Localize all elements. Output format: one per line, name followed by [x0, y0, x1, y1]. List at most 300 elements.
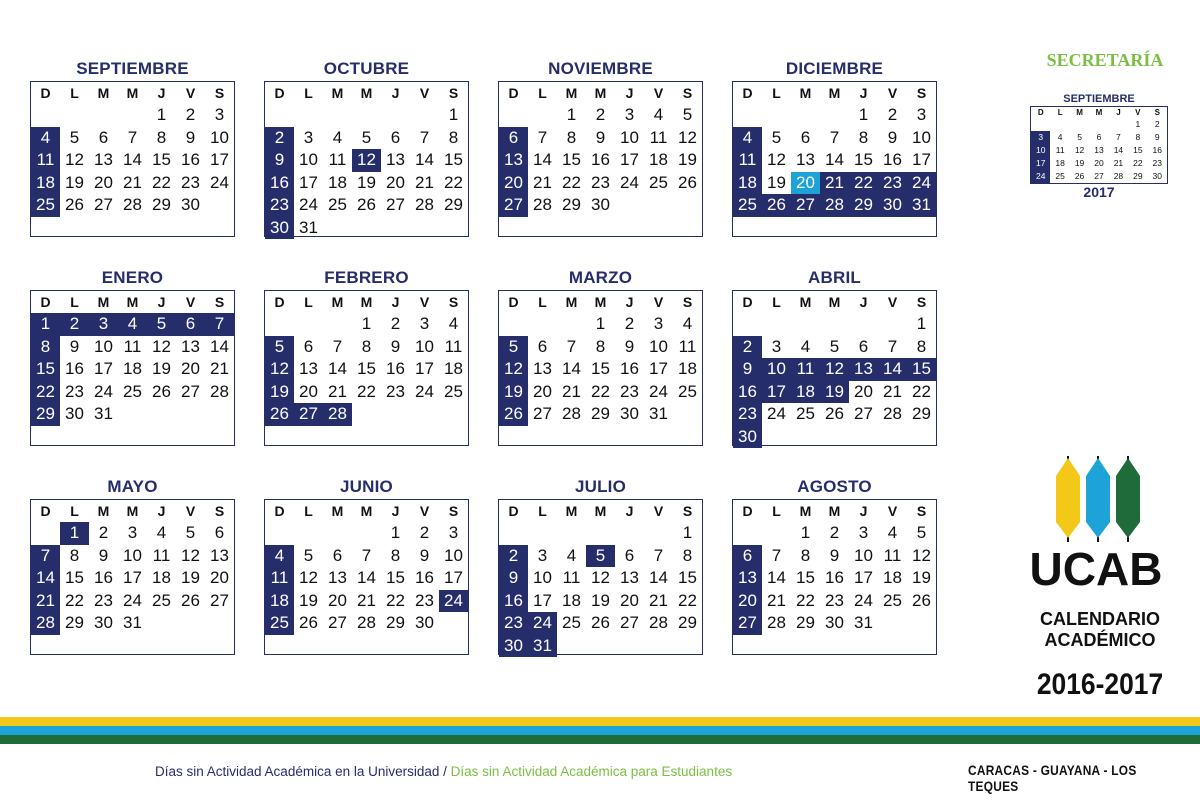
empty-cell: [791, 104, 820, 127]
weekday-header: S: [448, 294, 459, 310]
weekday-header: S: [448, 85, 459, 101]
mini-day-cell: 2: [1154, 119, 1160, 129]
weekday-header: M: [828, 85, 841, 101]
day-cell: 21: [820, 172, 849, 195]
campus-cities: CARACAS - GUAYANA - LOS TEQUES: [968, 762, 1137, 794]
day-cell: 19: [912, 568, 931, 587]
day-cell: 27: [499, 194, 528, 217]
day-cell: 14: [328, 359, 347, 378]
weekday-header: V: [887, 85, 898, 101]
day-cell: 13: [94, 150, 113, 169]
weekday-header: S: [682, 503, 693, 519]
empty-cell: [410, 104, 439, 127]
day-cell: 25: [796, 404, 815, 423]
month-box: [498, 81, 703, 237]
day-cell: 7: [419, 127, 430, 147]
month-box: [498, 499, 703, 655]
title-line-2: ACADÉMICO: [1044, 630, 1156, 650]
empty-cell: [878, 426, 907, 449]
weekday-header: V: [887, 294, 898, 310]
day-cell: 8: [682, 545, 693, 565]
day-cell: 19: [499, 381, 528, 404]
day-cell: 21: [415, 172, 434, 192]
mini-day-cell: 21: [1113, 158, 1124, 168]
day-cell: 30: [878, 194, 907, 217]
weekday-header: M: [565, 503, 578, 519]
day-cell: 22: [31, 381, 60, 404]
day-cell: 11: [265, 567, 294, 590]
mini-empty-cell: [1089, 118, 1108, 131]
day-cell: 6: [390, 127, 401, 147]
empty-cell: [410, 403, 439, 426]
legend: [155, 764, 732, 779]
day-cell: 27: [620, 613, 639, 632]
empty-cell: [439, 612, 468, 635]
weekday-header: D: [274, 503, 285, 519]
day-cell: 13: [533, 359, 552, 378]
month-box: [30, 290, 235, 446]
day-cell: 6: [303, 336, 314, 356]
weekday-header: M: [594, 503, 607, 519]
day-cell: 25: [678, 381, 697, 401]
day-cell: 28: [357, 613, 376, 632]
day-cell: 4: [887, 523, 898, 542]
weekday-header: M: [97, 294, 110, 310]
day-cell: 15: [65, 568, 84, 587]
empty-cell: [791, 313, 820, 336]
month-title: JULIO: [574, 477, 627, 496]
day-cell: 11: [328, 150, 347, 169]
weekday-header: M: [126, 294, 139, 310]
day-cell: 10: [533, 568, 552, 587]
day-cell: 21: [562, 381, 581, 401]
day-cell: 28: [883, 404, 902, 423]
day-cell: 31: [528, 635, 557, 658]
weekday-header: M: [126, 503, 139, 519]
weekday-header: M: [828, 503, 841, 519]
day-cell: 28: [649, 613, 668, 632]
day-cell: 16: [499, 590, 528, 613]
weekday-header: D: [274, 294, 285, 310]
day-cell: 29: [562, 195, 581, 214]
month-grid: [265, 500, 468, 635]
day-cell: 18: [562, 590, 581, 610]
day-cell: 12: [678, 127, 697, 147]
day-cell: 5: [586, 545, 615, 568]
day-cell: 23: [181, 172, 200, 192]
month-title: MARZO: [568, 268, 633, 287]
day-cell: 31: [649, 404, 668, 423]
empty-cell: [147, 403, 176, 426]
empty-cell: [762, 313, 791, 336]
day-cell: 26: [357, 195, 376, 214]
weekday-header: L: [70, 503, 79, 519]
day-cell: 6: [858, 336, 869, 356]
weekday-header: D: [40, 503, 51, 519]
stripe-yellow: [0, 717, 1200, 726]
legend-separator: /: [439, 764, 451, 779]
day-cell: 21: [123, 172, 142, 192]
day-cell: 15: [591, 359, 610, 378]
day-cell: 27: [791, 194, 820, 217]
day-cell: 30: [94, 613, 113, 632]
day-cell: 18: [649, 150, 668, 169]
day-cell: 20: [620, 590, 639, 610]
mini-day-cell: 7: [1116, 132, 1121, 142]
day-cell: 3: [303, 127, 314, 147]
weekday-header: M: [360, 294, 373, 310]
day-cell: 8: [69, 545, 80, 565]
day-cell: 25: [649, 172, 668, 192]
empty-cell: [381, 217, 410, 240]
month-grid: [31, 82, 234, 217]
month-box: [264, 290, 469, 446]
day-cell: 12: [152, 336, 171, 356]
mini-weekday-header: M: [1076, 108, 1083, 117]
weekday-header: V: [887, 503, 898, 519]
day-cell: 8: [858, 127, 869, 147]
day-cell: 24: [439, 590, 468, 613]
mini-day-cell: 5: [1077, 132, 1082, 142]
day-cell: 14: [649, 568, 668, 587]
day-cell: 22: [152, 172, 171, 192]
day-cell: 27: [533, 404, 552, 423]
day-cell: 16: [415, 568, 434, 587]
day-cell: 25: [328, 195, 347, 214]
mini-empty-cell: [1050, 118, 1069, 131]
day-cell: 24: [299, 195, 318, 214]
mini-day-cell: 29: [1133, 171, 1143, 181]
day-cell: 5: [361, 127, 372, 147]
month-grid: [499, 291, 702, 426]
day-cell: 24: [620, 172, 639, 192]
day-cell: 4: [800, 336, 811, 356]
day-cell: 17: [854, 568, 873, 587]
day-cell: 15: [444, 150, 463, 169]
weekday-header: J: [859, 503, 868, 519]
day-cell: 11: [678, 336, 697, 356]
month-title: ABRIL: [808, 268, 861, 287]
month-diciembre: [732, 57, 937, 237]
day-cell: 28: [31, 612, 60, 635]
day-cell: 1: [361, 314, 372, 333]
day-cell: 18: [31, 172, 60, 195]
weekday-header: V: [419, 503, 430, 519]
day-cell: 11: [123, 336, 142, 356]
month-grid: [733, 500, 936, 635]
day-cell: 4: [265, 545, 294, 568]
day-cell: 23: [825, 590, 844, 610]
day-cell: 20: [181, 359, 200, 378]
day-cell: 13: [386, 150, 405, 169]
day-cell: 8: [156, 127, 167, 147]
stripe-cyan: [0, 726, 1200, 735]
day-cell: 29: [796, 613, 815, 632]
empty-cell: [644, 522, 673, 545]
day-cell: 14: [415, 150, 434, 169]
day-cell: 20: [533, 381, 552, 401]
title-line-1: CALENDARIO: [1040, 609, 1160, 629]
day-cell: 29: [31, 403, 60, 426]
day-cell: 25: [31, 194, 60, 217]
day-cell: 11: [444, 336, 463, 356]
weekday-header: V: [419, 294, 430, 310]
weekday-header: L: [538, 294, 547, 310]
day-cell: 4: [156, 523, 167, 542]
weekday-header: M: [565, 294, 578, 310]
day-cell: 6: [733, 545, 762, 568]
day-cell: 15: [152, 150, 171, 169]
day-cell: 12: [912, 545, 931, 565]
day-cell: 21: [31, 590, 60, 613]
empty-cell: [323, 104, 352, 127]
day-cell: 10: [94, 336, 113, 356]
empty-cell: [528, 313, 557, 336]
weekday-header: L: [304, 503, 313, 519]
day-cell: 13: [796, 150, 815, 169]
mini-day-cell: 10: [1031, 144, 1050, 157]
weekday-header: S: [916, 503, 927, 519]
day-cell: 22: [849, 172, 878, 195]
day-cell: 4: [653, 105, 664, 124]
day-cell: 26: [678, 172, 697, 192]
day-cell: 3: [127, 523, 138, 542]
day-cell: 3: [771, 336, 782, 356]
day-cell: 13: [499, 149, 528, 172]
flag-icon: [1056, 456, 1140, 542]
day-cell: 12: [352, 149, 381, 172]
empty-cell: [557, 635, 586, 658]
month-box: [732, 290, 937, 446]
weekday-header: D: [508, 294, 519, 310]
weekday-header: D: [742, 294, 753, 310]
day-cell: 18: [678, 359, 697, 378]
day-cell: 28: [323, 403, 352, 426]
weekday-header: M: [594, 85, 607, 101]
day-cell: 25: [123, 381, 142, 401]
month-grid: [499, 500, 702, 657]
day-cell: 7: [31, 545, 60, 568]
day-cell: 30: [499, 635, 528, 658]
empty-cell: [820, 313, 849, 336]
day-cell: 13: [299, 359, 318, 378]
day-cell: 5: [682, 105, 693, 124]
empty-cell: [733, 104, 762, 127]
weekday-header: J: [391, 85, 400, 101]
weekday-header: M: [799, 503, 812, 519]
day-cell: 12: [820, 358, 849, 381]
day-cell: 17: [620, 150, 639, 169]
mini-day-cell: 17: [1031, 157, 1050, 170]
day-cell: 3: [537, 545, 548, 565]
day-cell: 24: [649, 381, 668, 401]
day-cell: 26: [265, 403, 294, 426]
day-cell: 30: [825, 613, 844, 632]
day-cell: 18: [152, 568, 171, 587]
day-cell: 31: [854, 613, 873, 632]
weekday-header: V: [185, 503, 196, 519]
day-cell: 3: [653, 314, 664, 333]
day-cell: 3: [214, 105, 225, 124]
weekday-header: J: [859, 294, 868, 310]
day-cell: 23: [386, 381, 405, 401]
weekday-header: D: [742, 85, 753, 101]
weekday-header: V: [185, 294, 196, 310]
day-cell: 19: [357, 172, 376, 192]
day-cell: 22: [678, 590, 697, 610]
month-mayo: [30, 475, 235, 655]
day-cell: 12: [767, 150, 786, 169]
day-cell: 9: [265, 149, 294, 172]
day-cell: 6: [214, 523, 225, 542]
day-cell: 22: [562, 172, 581, 192]
mini-day-cell: 15: [1133, 145, 1143, 155]
day-cell: 31: [907, 194, 936, 217]
day-cell: 19: [767, 172, 786, 192]
empty-cell: [499, 522, 528, 545]
day-cell: 11: [733, 149, 762, 172]
day-cell: 15: [357, 359, 376, 378]
weekday-header: M: [331, 294, 344, 310]
day-cell: 13: [210, 545, 229, 565]
day-cell: 10: [649, 336, 668, 356]
day-cell: 12: [181, 545, 200, 565]
mini-weekday-header: D: [1037, 108, 1044, 117]
day-cell: 12: [499, 358, 528, 381]
month-marzo: [498, 266, 703, 446]
empty-cell: [791, 426, 820, 449]
weekday-header: M: [799, 85, 812, 101]
empty-cell: [733, 522, 762, 545]
day-cell: 17: [649, 359, 668, 378]
empty-cell: [673, 635, 702, 658]
day-cell: 8: [916, 336, 927, 356]
day-cell: 7: [653, 545, 664, 565]
day-cell: 14: [123, 150, 142, 169]
empty-cell: [849, 313, 878, 336]
empty-cell: [323, 217, 352, 240]
weekday-header: M: [97, 85, 110, 101]
weekday-header: S: [682, 294, 693, 310]
weekday-header: J: [391, 503, 400, 519]
empty-cell: [265, 104, 294, 127]
day-cell: 27: [294, 403, 323, 426]
empty-cell: [586, 522, 615, 545]
day-cell: 20: [210, 568, 229, 587]
weekday-header: M: [97, 503, 110, 519]
month-box: [498, 290, 703, 446]
day-cell: 14: [210, 336, 229, 356]
month-grid: [499, 82, 702, 217]
day-cell: 3: [624, 105, 635, 124]
day-cell: 2: [390, 314, 401, 333]
day-cell: 17: [415, 359, 434, 378]
day-cell: 29: [386, 613, 405, 632]
weekday-header: L: [304, 85, 313, 101]
empty-cell: [381, 104, 410, 127]
day-cell: 29: [152, 195, 171, 214]
day-cell: 8: [566, 127, 577, 147]
day-cell: 7: [332, 336, 343, 356]
day-cell: 30: [415, 613, 434, 632]
day-cell: 7: [537, 127, 548, 147]
empty-cell: [176, 403, 205, 426]
day-cell: 9: [419, 545, 430, 565]
day-cell: 8: [595, 336, 606, 356]
academic-years: 2016-2017: [1036, 668, 1164, 701]
day-cell: 10: [912, 127, 931, 147]
day-cell: 3: [419, 314, 430, 333]
day-cell: 21: [210, 359, 229, 378]
day-cell: 18: [328, 172, 347, 192]
day-cell: 15: [854, 150, 873, 169]
day-cell: 6: [624, 545, 635, 565]
mini-day-cell: 23: [1152, 158, 1163, 168]
empty-cell: [410, 217, 439, 240]
weekday-header: S: [214, 85, 225, 101]
day-cell: 17: [444, 568, 463, 587]
day-cell: 27: [854, 404, 873, 423]
month-octubre: [264, 57, 469, 237]
day-cell: 4: [733, 127, 762, 150]
empty-cell: [205, 194, 234, 217]
day-cell: 5: [303, 545, 314, 565]
day-cell: 13: [620, 568, 639, 587]
empty-cell: [323, 313, 352, 336]
month-junio: [264, 475, 469, 655]
empty-cell: [323, 522, 352, 545]
mini-day-cell: 4: [1057, 132, 1063, 142]
mini-day-cell: 26: [1074, 171, 1085, 181]
day-cell: 26: [499, 403, 528, 426]
day-cell: 26: [65, 195, 84, 214]
day-cell: 29: [65, 613, 84, 632]
day-cell: 7: [361, 545, 372, 565]
day-cell: 29: [678, 613, 697, 632]
day-cell: 3: [89, 313, 118, 336]
day-cell: 19: [181, 568, 200, 587]
day-cell: 6: [800, 127, 811, 147]
empty-cell: [205, 612, 234, 635]
day-cell: 26: [762, 194, 791, 217]
day-cell: 9: [887, 127, 898, 147]
day-cell: 18: [883, 568, 902, 587]
day-cell: 14: [767, 568, 786, 587]
empty-cell: [352, 217, 381, 240]
empty-cell: [644, 635, 673, 658]
weekday-header: M: [126, 85, 139, 101]
weekday-header: L: [772, 85, 781, 101]
empty-cell: [265, 522, 294, 545]
day-cell: 5: [771, 127, 782, 147]
day-cell: 1: [390, 523, 401, 542]
mini-weekday-header: M: [1095, 108, 1103, 117]
legend-university: Días sin Actividad Académica en la Universidad: [155, 764, 440, 779]
month-title: AGOSTO: [797, 477, 872, 496]
day-cell: 23: [265, 194, 294, 217]
weekday-header: M: [331, 503, 344, 519]
day-cell: 15: [796, 568, 815, 587]
weekday-header: S: [214, 503, 225, 519]
day-cell: 16: [386, 359, 405, 378]
day-cell: 26: [912, 590, 931, 610]
weekday-header: M: [828, 294, 841, 310]
empty-cell: [265, 313, 294, 336]
weekday-header: S: [916, 85, 927, 101]
day-cell: 9: [185, 127, 196, 147]
month-title: SEPTIEMBRE: [76, 59, 189, 78]
mini-day-cell: 22: [1133, 158, 1143, 168]
